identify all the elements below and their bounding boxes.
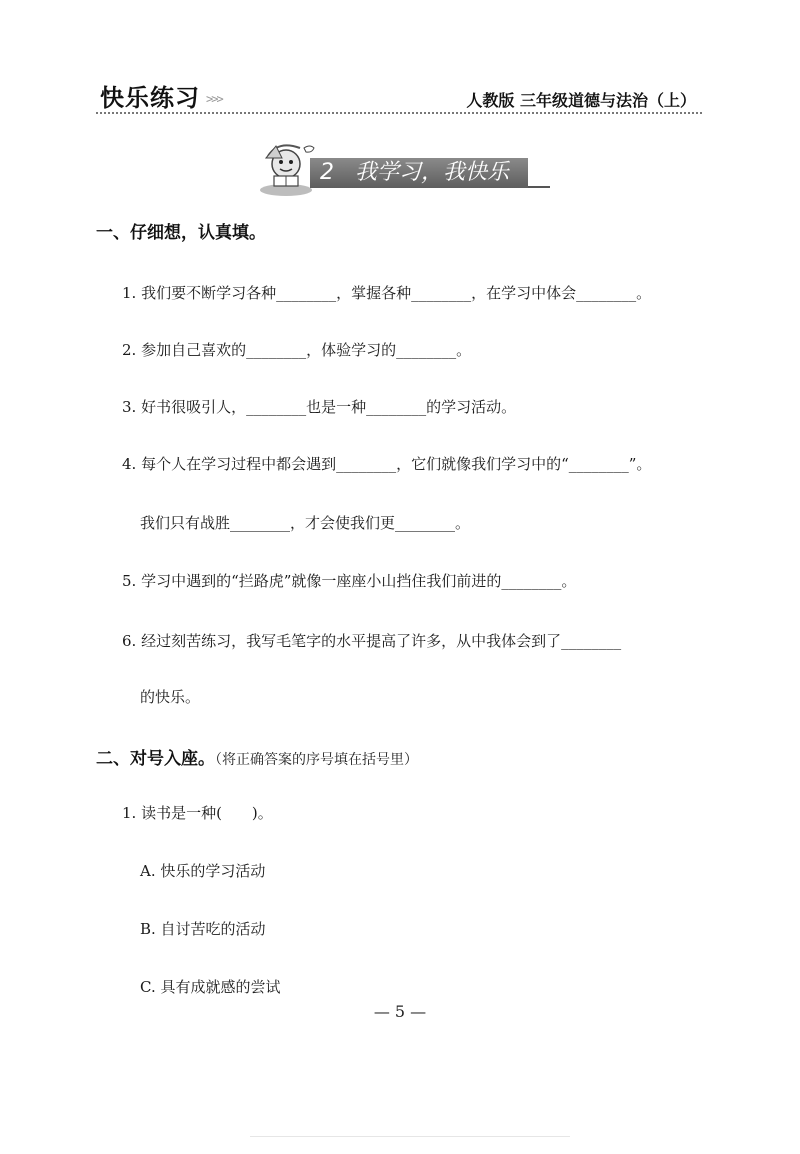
choice-question-1: 1. 读书是一种( )。	[122, 804, 273, 822]
fill-question-4: 4. 每个人在学习过程中都会遇到________，它们就像我们学习中的“________”。	[122, 455, 652, 473]
page-number: — 5 —	[373, 1002, 427, 1021]
section2-heading: 二、对号入座。	[96, 749, 215, 769]
header-divider	[96, 112, 702, 114]
section2-instruction: （将正确答案的序号填在括号里）	[215, 752, 418, 768]
page-header	[96, 78, 702, 112]
section1-title: 一、仔细想，认真填。	[96, 223, 266, 243]
section2-title	[96, 744, 418, 769]
fill-question-6-continued: 的快乐。	[140, 688, 201, 706]
fill-question-3: 3. 好书很吸引人，________也是一种________的学习活动。	[122, 398, 517, 416]
fill-question-5: 5. 学习中遇到的“拦路虎”就像一座座小山挡住我们前进的________。	[122, 572, 577, 590]
choice-option-b: B. 自讨苦吃的活动	[140, 920, 266, 938]
fill-question-1: 1. 我们要不断学习各种________，掌握各种________，在学习中体会________。	[122, 284, 652, 302]
edition-label: 人教版 三年级道德与法治（上）	[466, 91, 696, 110]
lesson-banner	[256, 138, 556, 198]
chevron-decoration-icon: >>>	[206, 92, 222, 106]
lesson-title: 2 我学习，我快乐	[320, 160, 509, 185]
choice-option-c: C. 具有成就感的尝试	[140, 978, 281, 996]
choice-option-a: A. 快乐的学习活动	[140, 862, 266, 880]
fill-question-6: 6. 经过刻苦练习，我写毛笔字的水平提高了许多，从中我体会到了________	[122, 632, 622, 650]
fill-question-4-continued: 我们只有战胜________，才会使我们更________。	[140, 514, 471, 532]
brand-title: 快乐练习	[100, 84, 200, 112]
bottom-edge-divider	[250, 1136, 570, 1146]
fill-question-2: 2. 参加自己喜欢的________，体验学习的________。	[122, 341, 472, 359]
